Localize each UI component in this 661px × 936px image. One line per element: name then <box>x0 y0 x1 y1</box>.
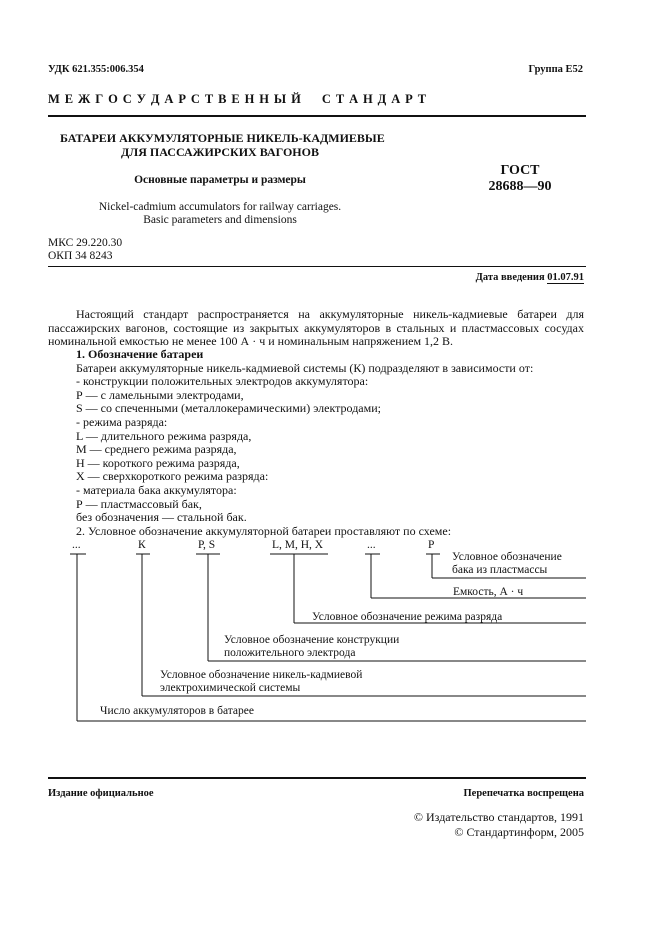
scheme-label-system-line-2: электрохимической системы <box>160 681 301 694</box>
scheme-label-system <box>160 669 362 694</box>
intro-line-3: номинальной емкостью не менее 100 А · ч и номинальным напряжением 1,2 В. <box>48 334 454 349</box>
subtitle: Основные параметры и размеры <box>134 174 306 186</box>
scheme-label-mode: Условное обозначение режима разряда <box>312 611 503 623</box>
title-line-2: ДЛЯ ПАССАЖИРСКИХ ВАГОНОВ <box>121 145 319 159</box>
interstate-standard-heading: М Е Ж Г О С У Д А Р С Т В Е Н Н Ы Й С Т А Н Д А Р Т <box>48 92 427 106</box>
scheme-code-tank: Р <box>428 539 435 551</box>
scheme-code-mode: L, М, Н, X <box>272 539 324 551</box>
title-line-1: БАТАРЕИ АККУМУЛЯТОРНЫЕ НИКЕЛЬ-КАДМИЕВЫЕ <box>60 131 385 145</box>
english-title-line-1: Nickel-cadmium accumulators for railway carriages. <box>98 201 342 213</box>
section-1-title: 1. Обозначение батареи <box>76 347 204 361</box>
scheme-code-electrode: Р, S <box>198 539 216 551</box>
section-1-line: L — длительного режима разряда, <box>76 428 252 443</box>
intro-date-value: 01.07.91 <box>547 272 584 283</box>
section-1-line: без обозначения — стальной бак. <box>76 510 247 525</box>
scheme-code-capacity: ... <box>367 539 376 551</box>
intro-date-label: Дата введения <box>475 272 545 283</box>
scheme-label-electrode-line-1: Условное обозначение конструкции <box>224 634 400 646</box>
udk-code: УДК 621.355:006.354 <box>48 64 144 75</box>
section-1-line: Р — пластмассовый бак, <box>76 496 202 511</box>
section-1-line: Н — короткого режима разряда, <box>76 455 240 470</box>
scheme-label-system-line-1: Условное обозначение никель-кадмиевой <box>160 669 363 681</box>
scheme-label-electrode <box>224 634 399 659</box>
intro-line-2: пассажирских вагонов, состоящие из закрытых аккумуляторов в стальных и пластмассовых сосудах <box>48 320 584 335</box>
copyright-1991: © Издательство стандартов, 1991 <box>413 810 584 824</box>
section-1-line: Батареи аккумуляторные никель-кадмиевой системы (К) подразделяют в зависимости от: <box>76 360 534 375</box>
official-edition: Издание официальное <box>48 788 154 799</box>
section-1-line: Р — с ламельными электродами, <box>76 387 244 402</box>
section-1-line: - режима разряда: <box>76 414 168 429</box>
mks-code: МКС 29.220.30 <box>48 237 123 249</box>
scheme-code-count: ... <box>72 539 81 551</box>
footer-rule <box>48 777 586 779</box>
copyright-2005: © Стандартинформ, 2005 <box>454 825 584 839</box>
section-1-line: S — со спеченными (металлокерамическими) электродами; <box>76 401 381 416</box>
intro-line-1: Настоящий стандарт распространяется на аккумуляторные никель-кадмиевые батареи для <box>76 307 584 321</box>
section-2-text: 2. Условное обозначение аккумуляторной батареи проставляют по схеме: <box>76 523 452 538</box>
section-1-line: М — среднего режима разряда, <box>76 442 237 457</box>
gost-number: 28688—90 <box>488 179 552 194</box>
section-1-line: - материала бака аккумулятора: <box>76 482 237 497</box>
scheme-label-electrode-line-2: положительного электрода <box>224 646 356 659</box>
scheme-code-system: К <box>138 539 146 551</box>
scheme-label-tank-line-1: Условное обозначение <box>452 551 562 563</box>
reprint-prohibited: Перепечатка воспрещена <box>463 788 584 799</box>
okp-code: ОКП 34 8243 <box>48 250 113 262</box>
scheme-label-capacity: Емкость, А · ч <box>453 586 524 598</box>
english-title-line-2: Basic parameters and dimensions <box>143 214 297 226</box>
scheme-label-tank <box>452 551 562 576</box>
section-1-line: - конструкции положительных электродов аккумулятора: <box>76 374 369 389</box>
group-code: Группа Е52 <box>528 64 583 75</box>
section-1-line: X — сверхкороткого режима разряда: <box>76 469 269 484</box>
scheme-label-count: Число аккумуляторов в батарее <box>100 705 254 717</box>
scheme-label-tank-line-2: бака из пластмассы <box>452 563 548 576</box>
gost-label: ГОСТ <box>500 163 540 178</box>
